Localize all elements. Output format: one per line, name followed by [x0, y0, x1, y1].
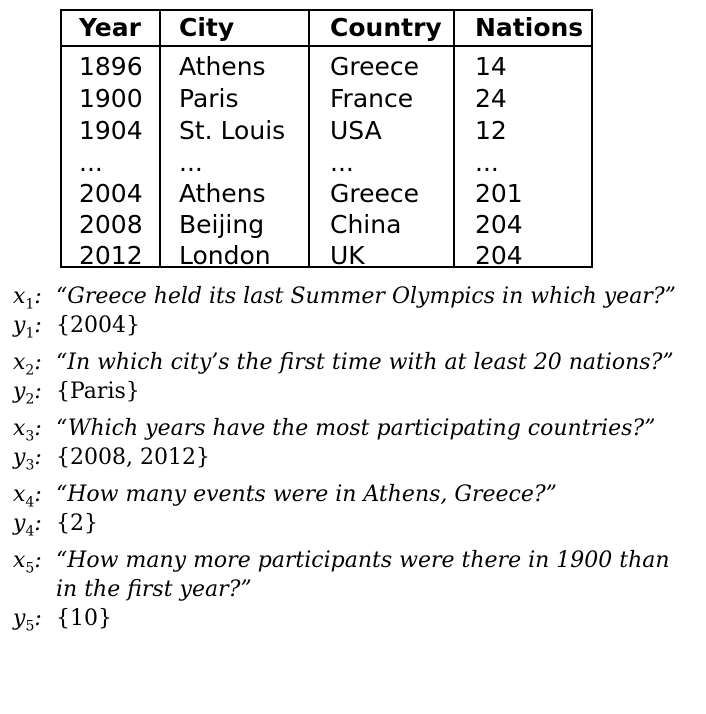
question-line: [0, 282, 706, 311]
answer-line: [0, 311, 706, 340]
answer-variable: $y_2$:: [13, 379, 42, 408]
answer-text: {2008, 2012}: [56, 445, 210, 470]
question-text: “In which city’s the first time with at least 20 nations?”: [56, 350, 674, 375]
qa-example: [0, 480, 706, 538]
table-cell: Paris: [179, 84, 239, 113]
question-line: [0, 348, 706, 377]
table-cell: London: [179, 241, 271, 270]
table-cell: 201: [475, 179, 523, 208]
answer-text: {2004}: [56, 313, 140, 338]
table-cell: 2008: [79, 210, 143, 239]
question-variable: $x_1$:: [13, 284, 42, 313]
table-cell: Athens: [179, 179, 266, 208]
answer-variable: $y_5$:: [13, 606, 42, 635]
answer-line: [0, 443, 706, 472]
answer-text: {2}: [56, 511, 98, 536]
question-text: “Which years have the most participating countries?”: [56, 416, 656, 441]
table-cell: 12: [475, 116, 507, 145]
column-header: Country: [330, 13, 442, 42]
answer-text: {Paris}: [56, 379, 140, 404]
table-cell: ...: [179, 148, 203, 177]
table-cell: 204: [475, 241, 523, 270]
question-variable: $x_2$:: [13, 350, 42, 379]
table-cell: UK: [330, 241, 365, 270]
table-cell: 2004: [79, 179, 143, 208]
olympics-table: [60, 9, 593, 268]
table-cell: ...: [330, 148, 354, 177]
question-text: “Greece held its last Summer Olympics in which year?”: [56, 284, 676, 309]
table-cell: Greece: [330, 179, 419, 208]
table-cell: 1904: [79, 116, 143, 145]
table-cell: ...: [475, 148, 499, 177]
table-cell: 14: [475, 52, 507, 81]
question-line: [0, 480, 706, 509]
table-cell: 204: [475, 210, 523, 239]
qa-example: [0, 282, 706, 340]
table-cell: St. Louis: [179, 116, 286, 145]
qa-example: [0, 546, 706, 633]
answer-line: [0, 509, 706, 538]
answer-variable: $y_1$:: [13, 313, 42, 342]
question-continuation: in the first year?”: [56, 577, 252, 602]
table-cell: 24: [475, 84, 507, 113]
column-header: City: [179, 13, 235, 42]
table-cell: Athens: [179, 52, 266, 81]
question-line: [0, 546, 706, 575]
question-text: “How many more participants were there in 1900 than: [56, 548, 670, 573]
column-year: [62, 11, 159, 270]
table-cell: Greece: [330, 52, 419, 81]
table-cell: 1900: [79, 84, 143, 113]
table-cell: France: [330, 84, 414, 113]
table-cell: 1896: [79, 52, 143, 81]
question-line: [0, 414, 706, 443]
answer-text: {10}: [56, 606, 112, 631]
column-country: [308, 11, 455, 270]
question-variable: $x_4$:: [13, 482, 42, 511]
table-cell: ...: [79, 148, 103, 177]
qa-example: [0, 348, 706, 406]
answer-variable: $y_4$:: [13, 511, 42, 540]
column-city: [159, 11, 310, 270]
qa-example: [0, 414, 706, 472]
header-divider: [62, 45, 591, 47]
column-header: Nations: [475, 13, 584, 42]
answer-line: [0, 377, 706, 406]
question-variable: $x_5$:: [13, 548, 42, 577]
table-cell: USA: [330, 116, 382, 145]
question-text: “How many events were in Athens, Greece?”: [56, 482, 557, 507]
answer-line: [0, 604, 706, 633]
column-header: Year: [79, 13, 141, 42]
question-variable: $x_3$:: [13, 416, 42, 445]
table-cell: Beijing: [179, 210, 265, 239]
answer-variable: $y_3$:: [13, 445, 42, 474]
qa-examples: [0, 282, 706, 641]
table-cell: 2012: [79, 241, 143, 270]
column-nations: [453, 11, 595, 270]
table-cell: China: [330, 210, 402, 239]
